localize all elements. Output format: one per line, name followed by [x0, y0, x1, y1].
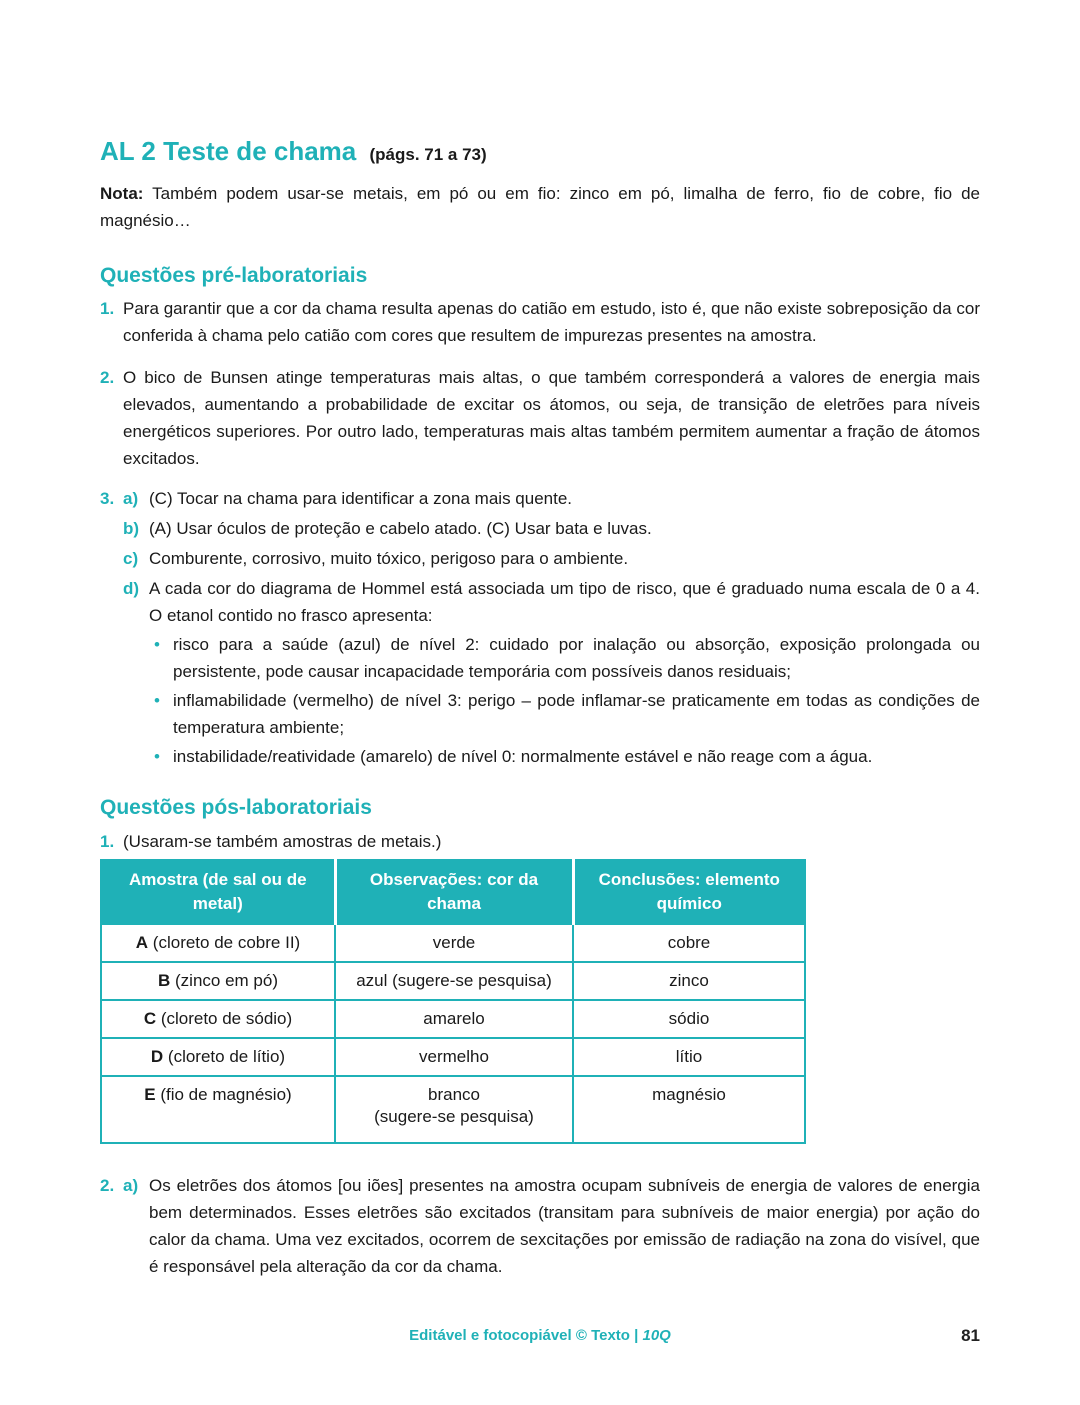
sub-answer-b [123, 515, 980, 542]
section-heading-pre-lab: Questões pré-laboratoriais [100, 264, 368, 287]
risk-bullet-flammability [149, 687, 980, 741]
item-number: 2. [100, 368, 115, 387]
sub-item-label: c) [123, 549, 139, 568]
sample-letter: D [150, 1047, 164, 1066]
bullet-text: inflamabilidade (vermelho) de nível 3: perigo – pode inflamar-se praticamente em todas as condições de temperatura ambiente; [173, 691, 980, 737]
item-number: 3. [100, 489, 115, 508]
item-text: (Usaram-se também amostras de metais.) [123, 832, 442, 851]
pre-lab-question-2 [100, 364, 980, 472]
sub-item-label: d) [123, 579, 140, 598]
sample-cell [101, 1076, 335, 1143]
conclusion-cell: lítio [573, 1038, 805, 1076]
sample-description: (cloreto de cobre II) [148, 933, 301, 952]
sample-cell [101, 962, 335, 1000]
sample-description: (cloreto de lítio) [163, 1047, 286, 1066]
observation-cell: azul (sugere-se pesquisa) [335, 962, 573, 1000]
table-header-row [101, 860, 805, 924]
pages-reference: (págs. 71 a 73) [369, 145, 487, 164]
section-heading-post-lab: Questões pós-laboratoriais [100, 796, 372, 819]
observation-line: branco [428, 1085, 480, 1104]
bullet-icon [154, 743, 173, 770]
sub-item-label: a) [123, 489, 139, 508]
sub-answer-a [123, 1172, 980, 1280]
conclusion-cell: zinco [573, 962, 805, 1000]
table-row [101, 962, 805, 1000]
bullet-text: instabilidade/reatividade (amarelo) de nível 0: normalmente estável e não reage com a água. [173, 747, 873, 766]
bullet-text: risco para a saúde (azul) de nível 2: cuidado por inalação ou absorção, exposição prolongada ou persistente, pode causar incapacidade temporária com possíveis danos residuais; [173, 635, 980, 681]
footer-text: Editável e fotocopiável © Texto | [409, 1327, 643, 1344]
conclusion-cell: magnésio [573, 1076, 805, 1143]
observation-cell: vermelho [335, 1038, 573, 1076]
sub-answer-d [123, 575, 980, 770]
post-lab-question-2 [100, 1172, 980, 1280]
sample-letter: E [144, 1085, 156, 1104]
column-header-observations: Observações: cor da chama [335, 860, 573, 924]
sub-answer-c [123, 545, 980, 572]
sub-item-text: (C) Tocar na chama para identificar a zona mais quente. [149, 489, 573, 508]
page-number: 81 [961, 1326, 980, 1345]
table-row [101, 1038, 805, 1076]
observation-cell: verde [335, 924, 573, 962]
sample-letter: A [135, 933, 149, 952]
page-footer [100, 1325, 980, 1349]
observation-cell [335, 1076, 573, 1143]
results-table [100, 859, 806, 1144]
sample-description: (cloreto de sódio) [156, 1009, 293, 1028]
observation-cell: amarelo [335, 1000, 573, 1038]
table-row [101, 924, 805, 962]
sub-item-label: b) [123, 519, 140, 538]
observation-line: (sugere-se pesquisa) [374, 1107, 534, 1126]
risk-bullet-instability [149, 743, 980, 770]
column-header-sample: Amostra (de sal ou de metal) [101, 860, 335, 924]
conclusion-cell: cobre [573, 924, 805, 962]
activity-title: AL 2 Teste de chama [100, 136, 357, 166]
pre-lab-question-3 [100, 485, 980, 770]
footer-book-title: 10Q [642, 1327, 671, 1344]
sample-letter: B [158, 971, 171, 990]
note-paragraph [100, 180, 980, 234]
footer-copyright [100, 1325, 980, 1347]
sub-item-text: (A) Usar óculos de proteção e cabelo atado. (C) Usar bata e luvas. [149, 519, 652, 538]
item-number: 1. [100, 299, 115, 318]
sample-cell [101, 924, 335, 962]
table-row [101, 1076, 805, 1143]
sub-answer-a [123, 485, 980, 512]
item-text: O bico de Bunsen atinge temperaturas mais altas, o que também corresponderá a valores de energia mais elevados, aumentando a probabilidade de excitar os átomos, ou seja, de transição de eletrões para níveis energéticos superiores. Por outro lado, temperaturas mais altas também permitem aumentar a fração de átomos excitados. [123, 368, 980, 468]
conclusion-cell: sódio [573, 1000, 805, 1038]
item-text: Para garantir que a cor da chama resulta apenas do catião em estudo, isto é, que não existe sobreposição da cor conferida à chama pelo catião com cores que resultem de impurezas presentes na amostra. [123, 299, 980, 345]
bullet-icon [154, 687, 173, 741]
page-title [100, 135, 980, 171]
sample-cell [101, 1000, 335, 1038]
item-body [123, 485, 980, 770]
sub-item-text: Comburente, corrosivo, muito tóxico, perigoso para o ambiente. [149, 549, 629, 568]
item-number: 1. [100, 832, 115, 851]
pre-lab-question-1 [100, 295, 980, 349]
item-body [123, 1172, 980, 1280]
sub-item-text: A cada cor do diagrama de Hommel está associada um tipo de risco, que é graduado numa escala de 0 a 4. O etanol contido no frasco apresenta: [149, 579, 980, 625]
sub-item-body [149, 575, 980, 770]
sample-description: (fio de magnésio) [155, 1085, 292, 1104]
sub-item-text: Os eletrões dos átomos [ou iões] presentes na amostra ocupam subníveis de energia de valores de energia bem determinados. Esses eletrões são excitados (transitam para subníveis de maior energia) por ação do calor da chama. Uma vez excitados, ocorrem de sexcitações por emissão de radiação na zona do visível, que é responsável pela alteração da cor da chama. [149, 1176, 980, 1276]
note-label: Nota: [100, 184, 144, 203]
sample-cell [101, 1038, 335, 1076]
column-header-conclusions: Conclusões: elemento químico [573, 860, 805, 924]
sample-letter: C [143, 1009, 157, 1028]
table-row [101, 1000, 805, 1038]
note-text: Também podem usar-se metais, em pó ou em fio: zinco em pó, limalha de ferro, fio de cobre, fio de magnésio… [100, 184, 980, 230]
sub-item-label: a) [123, 1176, 139, 1195]
item-number: 2. [100, 1176, 115, 1195]
risk-bullet-health [149, 631, 980, 685]
sample-description: (zinco em pó) [170, 971, 278, 990]
bullet-icon [154, 631, 173, 685]
post-lab-question-1 [100, 828, 980, 855]
